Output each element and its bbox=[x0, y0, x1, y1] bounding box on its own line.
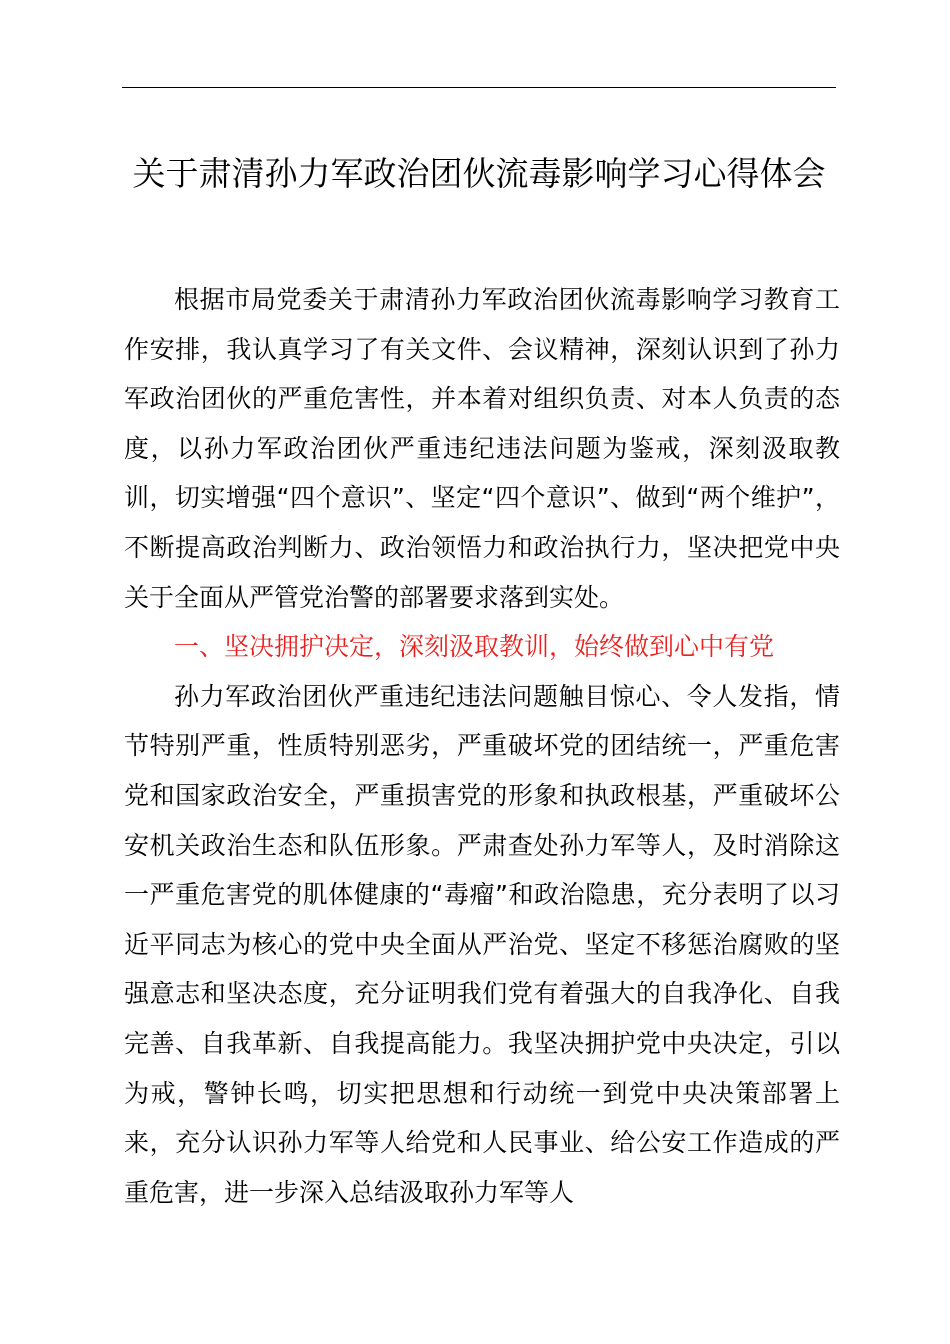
header-rule bbox=[122, 87, 836, 88]
document-body bbox=[124, 275, 840, 1217]
section-heading: 一、坚决拥护决定，深刻汲取教训，始终做到心中有党 bbox=[174, 632, 775, 662]
section-paragraph: 孙力军政治团伙严重违纪违法问题触目惊心、令人发指，情节特别严重，性质特别恶劣，严重破坏党的团结统一，严重危害党和国家政治安全，严重损害党的形象和执政根基，严重破坏公安机关政治生态和队伍形象。严肃查处孙力军等人，及时消除这一严重危害党的肌体健康的“毒瘤”和政治隐患，充分表明了以习近平同志为核心的党中央全面从严治党、坚定不移惩治腐败的坚强意志和坚决态度，充分证明我们党有着强大的自我净化、自我完善、自我革新、自我提高能力。我坚决拥护党中央决定，引以为戒，警钟长鸣，切实把思想和行动统一到党中央决策部署上来，充分认识孙力军等人给党和人民事业、给公安工作造成的严重危害，进一步深入总结汲取孙力军等人 bbox=[124, 681, 840, 1207]
document-title: 关于肃清孙力军政治团伙流毒影响学习心得体会 bbox=[132, 154, 826, 193]
intro-paragraph: 根据市局党委关于肃清孙力军政治团伙流毒影响学习教育工作安排，我认真学习了有关文件、会议精神，深刻认识到了孙力军政治团伙的严重危害性，并本着对组织负责、对本人负责的态度，以孙力军政治团伙严重违纪违法问题为鉴戒，深刻汲取教训，切实增强“四个意识”、坚定“四个意识”、做到“两个维护”，不断提高政治判断力、政治领悟力和政治执行力，坚决把党中央关于全面从严管党治警的部署要求落到实处。 bbox=[124, 285, 840, 612]
